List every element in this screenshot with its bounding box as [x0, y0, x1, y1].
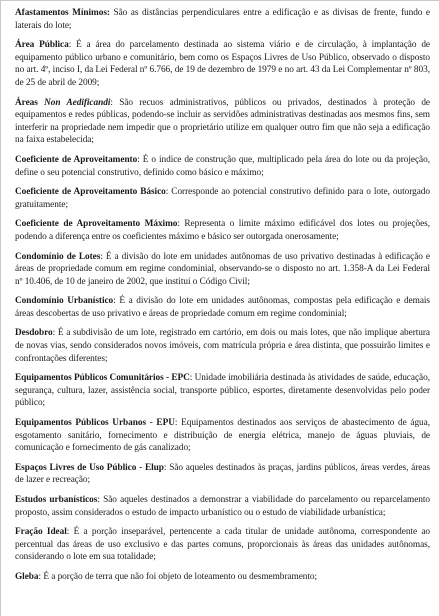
definition-entry [15, 417, 430, 455]
definition-text: : É a porção inseparável, pertencente a cada titular de unidade autônoma, correspondente ao percentual das áreas de uso exclusivo e das partes comuns, proporcionais às áreas das unidades autônomas, considerando o lote em sua totalidade; [15, 527, 431, 563]
definition-entry [15, 372, 430, 410]
definition-term [15, 40, 69, 50]
definition-text: : São recuos administrativos, públicos ou privados, destinados à proteção de equipamentos e redes públicas, podendo-se incluir as servidões administrativas destinadas aos mesmos fins, sem interferir na propriedade nem impedir que o proprietário utilize em qualquer outro fim que não seja a edificação na faixa estabelecida; [15, 97, 430, 146]
definition-text: : Unidade imobiliária destinada às atividades de saúde, educação, segurança, cultura, lazer, assistência social, transporte público, esportes, diretamente desenvolvidas pelo poder público; [15, 373, 430, 409]
definition-term [15, 296, 113, 306]
definition-text: : É a área do parcelamento destinada ao sistema viário e de circulação, à implantação de equipamento público urbano e comunitário, bem como os Espaços Livres de Uso Público, observado o disposto no art. 4º, inciso I, da Lei Federal nº 6.766, de 19 de dezembro de 1979 e no art. 43 da Lei Complementar nº 803, de 25 de abril de 2009; [15, 40, 430, 88]
definition-entry [15, 218, 430, 243]
definition-entry [15, 462, 430, 487]
definition-entry [15, 7, 430, 32]
definition-term [15, 572, 39, 582]
term-text: Fração Ideal [15, 527, 67, 538]
definition-term [15, 328, 53, 338]
definition-text: : São aqueles destinados às praças, jardins públicos, áreas verdes, áreas de lazer e recreação; [15, 462, 430, 486]
definition-text: : É a porção de terra que não foi objeto de loteamento ou desmembramento; [38, 571, 318, 582]
term-text: Coeficiente de Aproveitamento Máximo [15, 219, 178, 230]
definition-entry [15, 186, 430, 211]
definition-entry [15, 97, 430, 147]
definition-entry [15, 251, 430, 289]
definition-entry [15, 571, 430, 584]
definition-text: : É o índice de construção que, multiplicado pela área do lote ou da projeção, define o seu potencial construtivo, definido como básico e máximo; [15, 154, 430, 178]
term-text: Gleba [15, 571, 39, 582]
term-text: Equipamentos Públicos Comunitários - EPC [15, 373, 190, 384]
definition-entry [15, 526, 430, 564]
definition-entry [15, 327, 430, 365]
term-text: Estudos urbanísticos [15, 495, 98, 505]
term-text: Afastamentos Mínimos: [15, 8, 110, 18]
definition-entry [15, 295, 430, 320]
definition-text: : São aqueles destinados a demonstrar a viabilidade do parcelamento ou reparcelamento proposto, assim considerados o estudo de impacto urbanístico ou o estudo de viabilidade urbanística; [15, 495, 431, 518]
term-text: Condomínio Urbanístico [15, 296, 114, 307]
definition-text: : Corresponde ao potencial construtivo definido para o lote, outorgado gratuitamente; [15, 187, 430, 210]
term-text: Condomínio de Lotes [15, 251, 101, 262]
definition-entry [15, 494, 430, 519]
definition-text: : Representa o limite máximo edificável dos lotes ou projeções, podendo a diferença entre os coeficientes máximo e básico ser outorgada onerosamente; [15, 219, 431, 242]
term-text: Coeficiente de Aproveitamento Básico [15, 187, 166, 198]
definition-text: : Equipamentos destinados aos serviços de abastecimento de água, esgotamento sanitário, fornecimento e distribuição de energia elétrica, manejo de águas pluviais, de comunicação e fornecimento de gás canalizado; [15, 418, 431, 454]
definition-term [15, 495, 97, 505]
definition-term [15, 8, 110, 18]
definition-text: São as distâncias perpendiculares entre a edificação e as divisas de frente, fundo e laterais do lote; [15, 8, 430, 31]
definition-term [15, 98, 110, 108]
term-text: Equipamentos Públicos Urbanos - EPU [15, 418, 175, 429]
term-text: Espaços Livres de Uso Público - Elup [15, 462, 164, 473]
definition-term [15, 219, 177, 229]
definition-term [15, 252, 100, 262]
definitions-list [15, 7, 430, 584]
definition-term [15, 187, 166, 197]
definition-entry [15, 154, 430, 179]
term-text: Desdobro [15, 328, 53, 339]
definition-term [15, 463, 164, 473]
definition-term [15, 527, 67, 537]
definition-term [15, 418, 175, 428]
definition-entry [15, 39, 430, 89]
term-italic-text: Non Aedificandi [44, 97, 111, 108]
term-text: Coeficiente de Aproveitamento [15, 154, 138, 165]
definition-term [15, 155, 137, 165]
definition-text: : É a subdivisão de um lote, registrado em cartório, em dois ou mais lotes, que não implique abertura de novas vias, sendo considerados novos imóveis, com matrícula própria e área distinta, que possuirão limites e confrontações diferentes; [15, 328, 430, 364]
definition-text: : É a divisão do lote em unidades autônomas de uso privativo destinadas à edificação e áreas de propriedade comum em regime condominial, observando-se o disposto no art. 1.358-A da Lei Federal nº 10.406, de 10 de janeiro de 2002, que instituí o Código Civil; [15, 251, 430, 287]
term-text: Área Pública [15, 40, 69, 51]
definition-text: : É a divisão do lote em unidades autônomas, compostas pela edificação e demais áreas descobertas de uso privativo e áreas de propriedade comum em regime condominial; [15, 296, 430, 319]
definition-term [15, 373, 190, 383]
term-text: Áreas [15, 97, 45, 108]
